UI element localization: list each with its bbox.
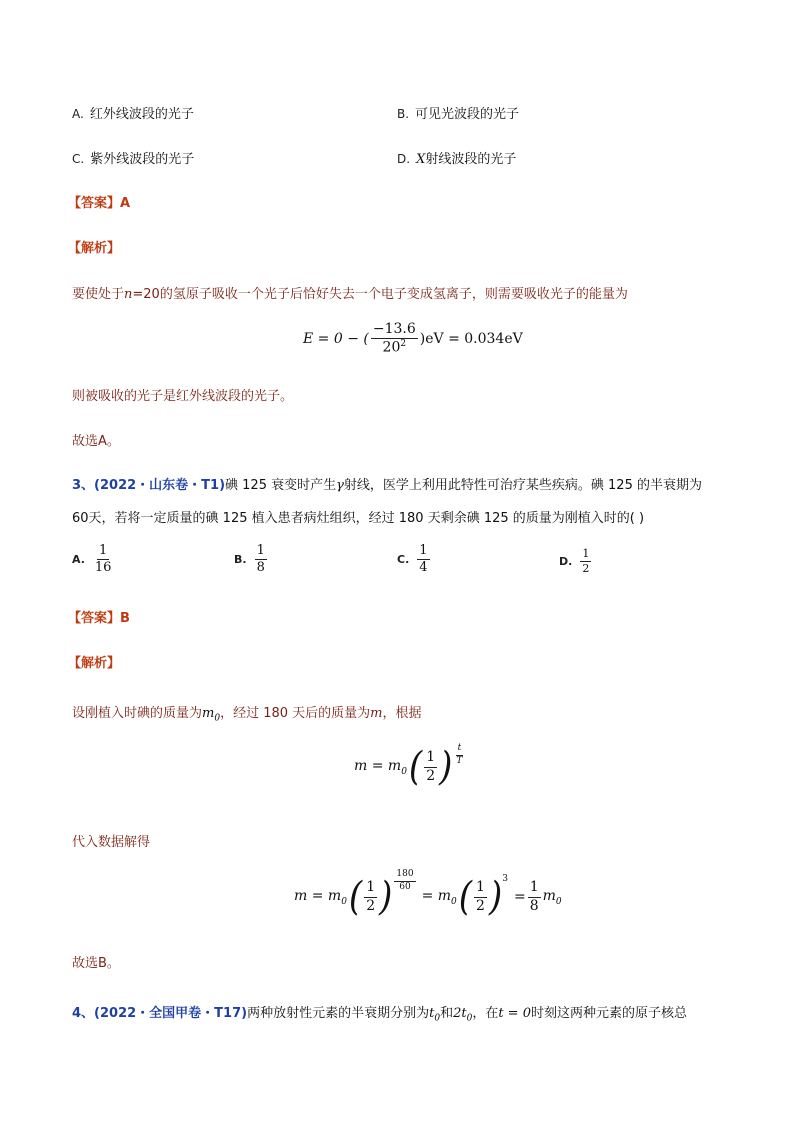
setup-text: ，经过 180 天后的质量为 <box>220 706 371 721</box>
q3-option-c <box>397 544 432 576</box>
option-letter: A. <box>72 107 84 121</box>
question-number: 4、 <box>72 1006 95 1021</box>
m0-sub: 0 <box>214 713 221 724</box>
option-text: 射线波段的光子 <box>425 152 517 167</box>
answer-value: B <box>120 611 130 626</box>
answer-line <box>68 607 130 626</box>
equation-lhs: E = 0 − ( <box>303 331 369 348</box>
option-fraction <box>580 548 591 575</box>
t-equals-zero: t = 0 <box>498 1006 531 1021</box>
question-source: (2022・全国甲卷・T17) <box>94 1006 248 1021</box>
option-letter: B. <box>397 107 410 121</box>
option-fraction <box>255 544 267 576</box>
question-3-line-2: 60天，若将一定质量的碘 125 植入患者病灶组织，经过 180 天剩余碘 125 的质量为刚植入时的( ) <box>72 511 645 526</box>
option-var: X <box>416 152 426 167</box>
q3-option-a <box>72 544 115 576</box>
analysis-label-text: 【解析】 <box>68 656 121 671</box>
fraction-numerator: −13.6 <box>371 322 418 339</box>
question-text: 和 <box>440 1006 454 1021</box>
question-source: (2022・山东卷・T1) <box>94 478 226 493</box>
equation-fraction <box>371 322 418 356</box>
analysis-prefix: 要使处于 <box>72 287 125 302</box>
option-text: 红外线波段的光子 <box>89 107 194 122</box>
conclusion: 则被吸收的光子是红外线波段的光子。 <box>72 389 294 404</box>
option-fraction <box>417 544 429 576</box>
den-exponent: 2 <box>400 339 407 350</box>
answer-value: A <box>120 196 131 211</box>
exponent-numerator: 180 <box>394 870 415 882</box>
fraction-numerator: 1 <box>97 544 109 560</box>
answer-label: 【答案】 <box>68 196 121 211</box>
fraction-numerator: 1 <box>528 880 541 897</box>
two-t0-symbol <box>453 1006 473 1024</box>
answer-label: 【答案】 <box>68 611 121 626</box>
setup-text: ，根据 <box>382 706 422 721</box>
option-c <box>72 148 194 167</box>
analysis-var: n <box>124 287 133 302</box>
substitute-text: 代入数据解得 <box>72 835 151 850</box>
q3-option-b <box>234 544 269 576</box>
question-4-line-1 <box>72 1002 687 1024</box>
option-a <box>72 103 194 122</box>
t0-base: t <box>429 1006 435 1021</box>
fraction-numerator: 1 <box>255 544 267 560</box>
two-t0-sub: 0 <box>466 1013 473 1024</box>
fraction-numerator: 1 <box>417 544 429 560</box>
solved-exponent <box>394 870 415 893</box>
analysis-label <box>68 237 120 256</box>
option-b <box>397 103 519 122</box>
option-letter: C. <box>397 553 410 567</box>
fraction-denominator: 8 <box>256 560 265 576</box>
question-text: 时刻这两种元素的原子核总 <box>530 1006 687 1021</box>
formula-exponent <box>454 744 464 767</box>
two-t0-base: 2t <box>453 1006 467 1021</box>
analysis-eq: =20 <box>132 287 160 302</box>
fraction-denominator: 8 <box>529 897 539 914</box>
result-fraction <box>528 880 541 914</box>
exponent-numerator: t <box>456 744 464 756</box>
choose-a: 故选A。 <box>72 434 120 449</box>
question-text: ，在 <box>472 1006 499 1021</box>
analysis-label <box>68 652 120 671</box>
m0-base: m <box>202 706 215 721</box>
energy-equation <box>303 322 523 356</box>
exponent-denominator: T <box>456 755 463 766</box>
t0-symbol <box>429 1006 441 1024</box>
fraction-denominator: 16 <box>94 560 112 576</box>
decay-formula: $m = m_0$ ( $\frac{1}{2}$ ) $\frac{t}{T}$ <box>354 743 463 790</box>
option-d <box>397 148 516 167</box>
power-three: 3 <box>502 874 508 884</box>
answer-line <box>68 192 130 211</box>
m-symbol: m <box>370 706 383 721</box>
analysis-suffix: 的氢原子吸收一个光子后恰好失去一个电子变成氢离子，则需要吸收光子的能量为 <box>159 287 628 302</box>
option-text: 紫外线波段的光子 <box>90 152 195 167</box>
question-text: 碘 125 衰变时产生 <box>225 478 337 493</box>
question-text: 射线，医学上利用此特性可治疗某些疾病。碘 125 的半衰期为 <box>343 478 702 493</box>
analysis-label-text: 【解析】 <box>68 241 121 256</box>
exponent-denominator: 60 <box>399 881 411 892</box>
choose-b: 故选B。 <box>72 956 120 971</box>
equation-rhs: )eV = 0.034eV <box>419 331 523 348</box>
analysis-setup <box>72 702 422 724</box>
solved-equation: $m = m_0$ ( $\frac{1}{2}$ ) $\frac{180}{60}$ = $m_0$ ( $\frac{1}{2}$ ) 3 = $\frac{1}{8}$ $m_0$ <box>294 869 562 920</box>
fraction-denominator: 2 <box>582 562 590 576</box>
m0-symbol <box>202 706 221 724</box>
option-letter: A. <box>72 553 85 567</box>
question-3-line-1 <box>72 474 702 493</box>
gamma-symbol: γ <box>336 478 344 493</box>
question-text: 两种放射性元素的半衰期分别为 <box>247 1006 430 1021</box>
option-letter: B. <box>234 553 247 567</box>
fraction-numerator: 1 <box>580 548 591 562</box>
q3-option-d <box>559 548 593 575</box>
question-number: 3、 <box>72 478 95 493</box>
fraction-denominator <box>381 339 409 356</box>
option-fraction <box>93 544 114 576</box>
analysis-text <box>72 283 628 302</box>
option-letter: D. <box>397 152 411 166</box>
t0-sub: 0 <box>434 1013 441 1024</box>
fraction-denominator: 4 <box>419 560 428 576</box>
setup-text: 设刚植入时碘的质量为 <box>72 706 203 721</box>
option-letter: C. <box>72 152 85 166</box>
den-base: 20 <box>382 340 401 357</box>
option-letter: D. <box>559 555 573 569</box>
option-text: 可见光波段的光子 <box>415 107 520 122</box>
